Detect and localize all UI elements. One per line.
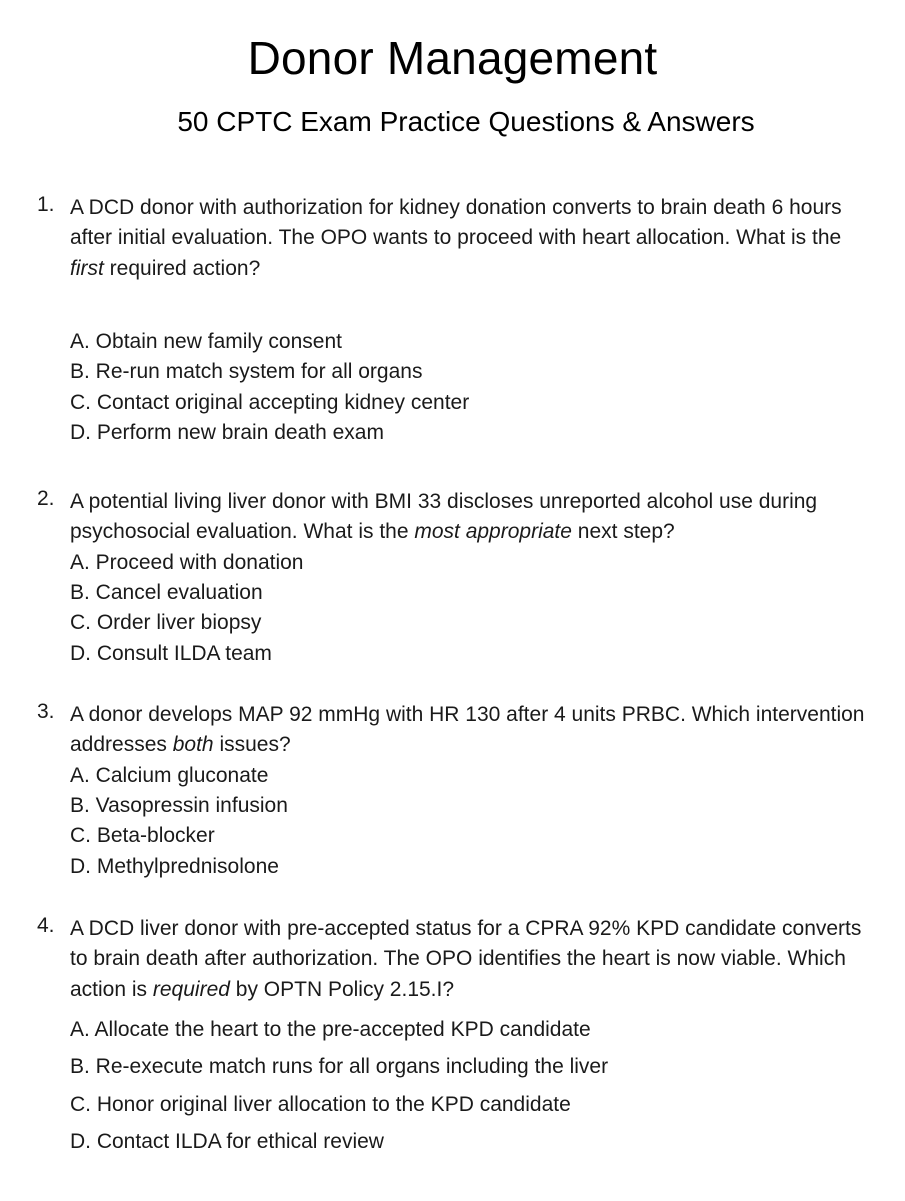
answer-options [70,1011,877,1161]
answer-option-b: B. Re-execute match runs for all organs including the liver [70,1055,609,1079]
document-title: Donor Management [247,32,658,84]
stem-text: required action? [103,256,261,280]
question-stem [70,700,877,761]
stem-text: issues? [213,733,291,757]
answer-option-a: A. Allocate the heart to the pre-accepted KPD candidate [70,1017,591,1041]
answer-option-b: B. Re-run match system for all organs [70,360,423,384]
stem-text: A donor develops MAP 92 mmHg with HR 130 after 4 units PRBC. Which intervention addresses [70,703,865,757]
answer-option-a: A. Proceed with donation [70,550,304,574]
answer-option-d: D. Contact ILDA for ethical review [70,1130,384,1154]
question-2 [37,487,877,669]
answer-option-c: C. Contact original accepting kidney center [70,390,470,414]
question-number: 1. [37,193,55,216]
stem-text: A DCD liver donor with pre-accepted status for a CPRA 92% KPD candidate converts to brain death after authorization. The OPO identifies the heart is now viable. Which action is [70,917,862,1001]
answer-option-d: D. Perform new brain death exam [70,421,384,445]
question-number: 4. [37,914,55,937]
stem-emphasis: both [172,733,214,757]
question-1 [37,193,877,449]
stem-text: A potential living liver donor with BMI 33 discloses unreported alcohol use during psychosocial evaluation. What is the [70,490,818,544]
answer-option-c: C. Order liver biopsy [70,611,262,635]
stem-text: by OPTN Policy 2.15.I? [229,977,455,1001]
answer-options [70,548,877,670]
question-4 [37,914,877,1161]
question-number: 2. [37,487,55,510]
answer-option-b: B. Vasopressin infusion [70,794,288,817]
answer-options [70,761,877,883]
question-stem [70,487,877,548]
answer-option-c: C. Honor original liver allocation to the KPD candidate [70,1092,571,1116]
question-stem [70,914,877,1005]
document-subtitle: 50 CPTC Exam Practice Questions & Answers [177,106,755,137]
stem-text: next step? [571,520,675,544]
answer-option-c: C. Beta-blocker [70,824,215,848]
question-3 [37,700,877,882]
stem-emphasis: most appropriate [414,520,572,544]
answer-option-d: D. Methylprednisolone [70,854,279,878]
answer-option-b: B. Cancel evaluation [70,581,263,604]
stem-text: A DCD donor with authorization for kidney donation converts to brain death 6 hours after initial evaluation. The OPO wants to proceed with heart allocation. What is the [70,196,842,250]
question-number: 3. [37,700,55,723]
answer-option-a: A. Calcium gluconate [70,763,269,787]
question-stem [70,193,877,284]
answer-option-d: D. Consult ILDA team [70,641,272,665]
answer-option-a: A. Obtain new family consent [70,329,342,353]
answer-options [70,327,877,449]
stem-emphasis: first [70,256,104,280]
stem-emphasis: required [152,977,230,1001]
